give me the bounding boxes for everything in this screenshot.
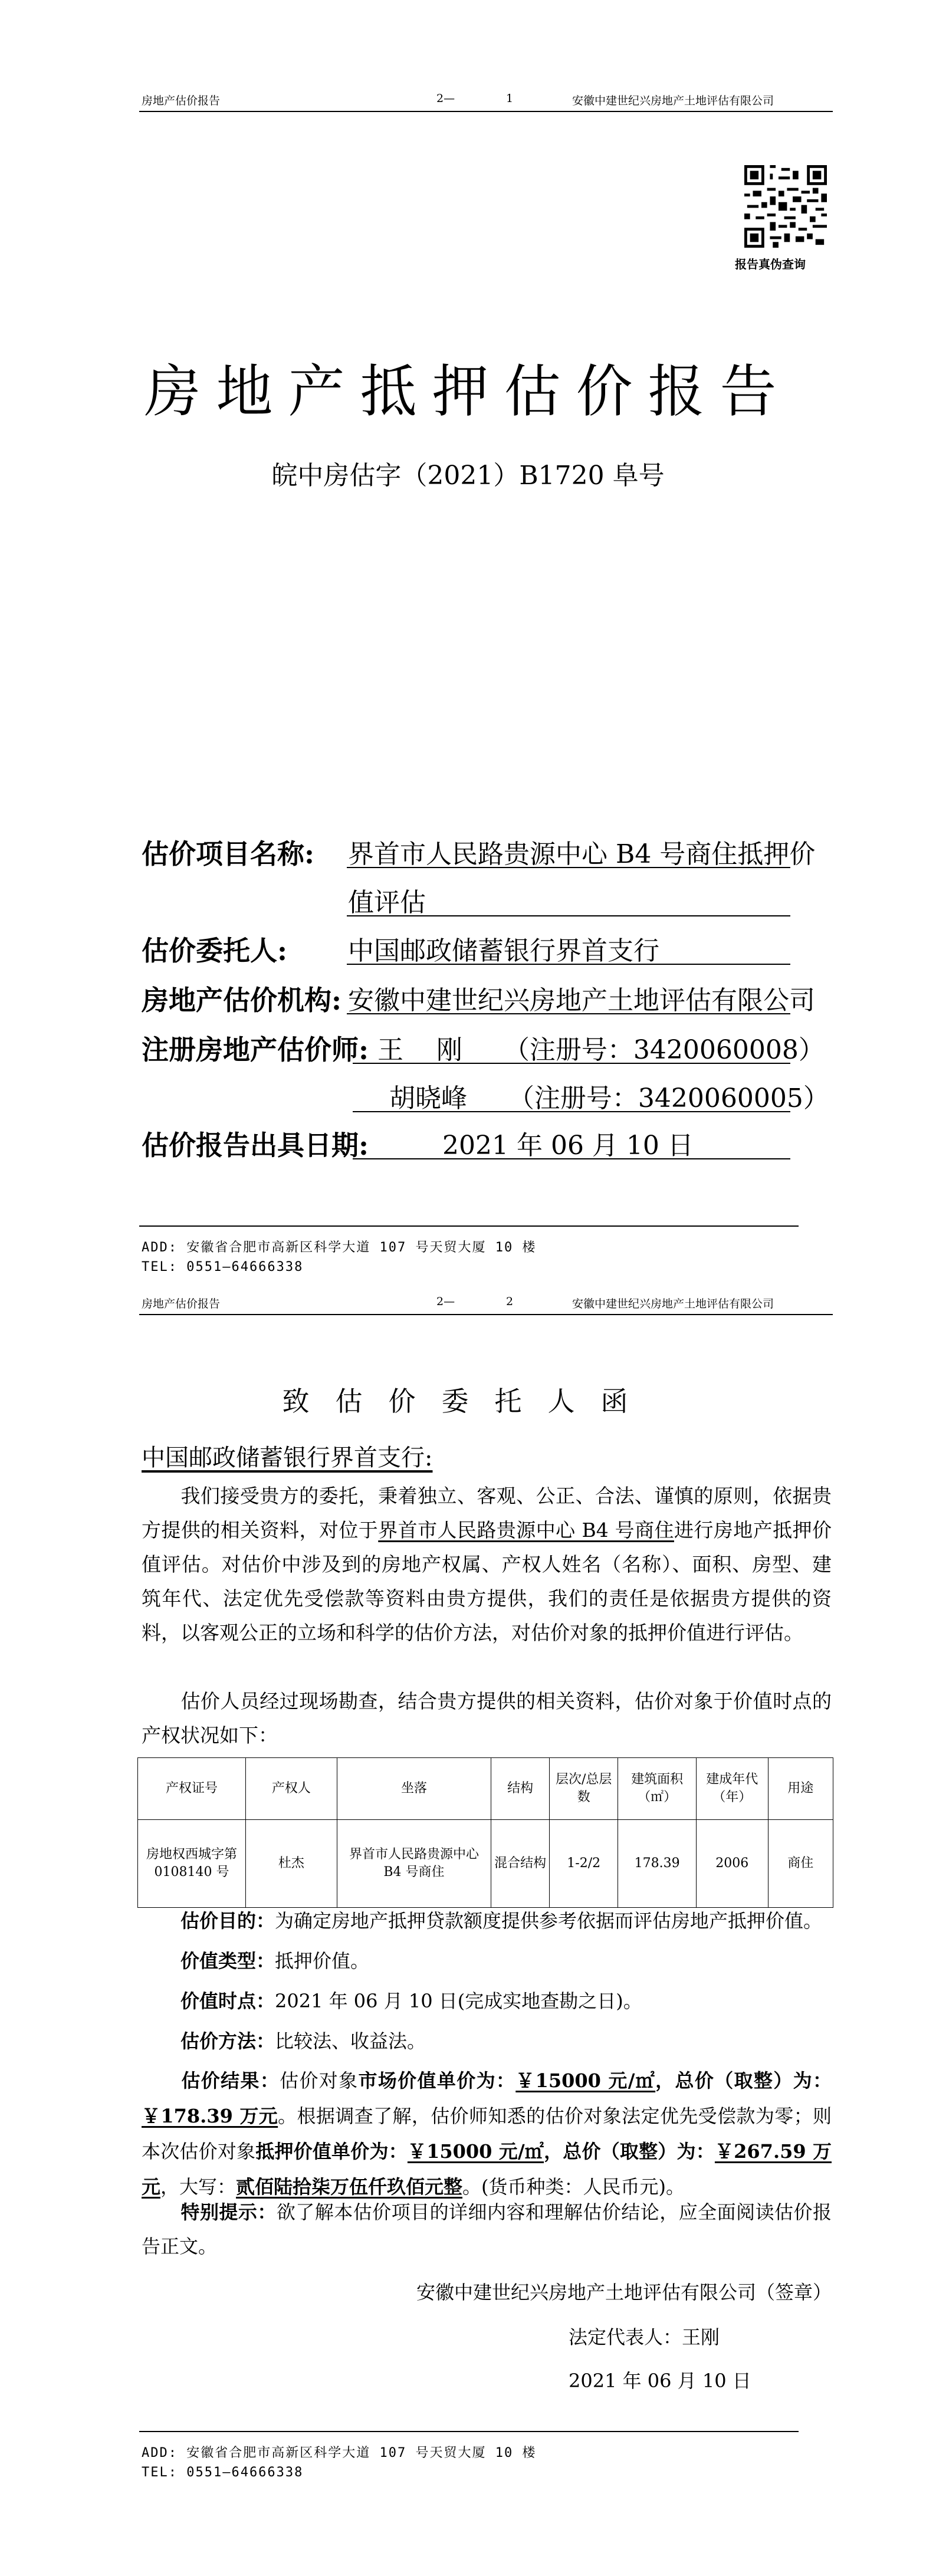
col-location: 坐落	[337, 1758, 491, 1820]
col-cert-number: 产权证号	[138, 1758, 246, 1820]
value-type-label: 价值类型：	[180, 1950, 275, 1972]
result-text-2: 。根据调查了解，估价师知悉的估价对象法定优先受偿款为零；则本次估价对象	[142, 2105, 832, 2163]
special-text: 欲了解本估价项目的详细内容和理解估价结论，应全面阅读估价报告正文。	[142, 2201, 832, 2258]
property-table	[137, 1757, 833, 1908]
date-value: 2021 年 06 月 10 日	[442, 1131, 694, 1161]
col-owner: 产权人	[245, 1758, 337, 1820]
project-underline	[347, 867, 790, 868]
cell-year: 2006	[696, 1820, 768, 1908]
cell-area: 178.39	[618, 1820, 697, 1908]
table-row	[138, 1820, 833, 1908]
col-usage: 用途	[768, 1758, 833, 1820]
footer-rule	[139, 1225, 799, 1227]
cell-location: 界首市人民路贵源中心 B4 号商住	[337, 1820, 491, 1908]
result-total-label: ，总价（取整）为：	[655, 2069, 832, 2092]
method-line	[180, 2026, 426, 2053]
purpose-line	[180, 1906, 822, 1933]
purpose-label: 估价目的：	[180, 1910, 275, 1932]
result-currency-note: 。(货币种类：人民币元)。	[462, 2176, 685, 2198]
cell-structure: 混合结构	[491, 1820, 549, 1908]
signature-date: 2021 年 06 月 10 日	[569, 2370, 751, 2392]
result-mortgage-label: 抵押价值单价为：	[255, 2140, 408, 2163]
header-page-prefix: 2—	[436, 1295, 455, 1308]
footer-tel: TEL: 0551—64666338	[142, 1260, 304, 1274]
qr-caption: 报告真伪查询	[735, 257, 806, 271]
p1-property-address: 界首市人民路贵源中心 B4 号商住	[378, 1519, 674, 1542]
report-number: 皖中房估字（2021）B1720 阜号	[271, 461, 665, 491]
signature-representative: 法定代表人：王刚	[569, 2326, 720, 2348]
appraiser-2: 胡晓峰 （注册号：3420060005）	[389, 1083, 829, 1113]
result-capital-amount: 贰佰陆拾柒万伍仟玖佰元整	[236, 2176, 463, 2198]
letter-paragraph-1	[142, 1479, 832, 1650]
addressee: 中国邮政储蓄银行界首支行:	[142, 1444, 433, 1471]
header-page-number: 1	[506, 92, 514, 105]
result-paragraph	[142, 2063, 832, 2204]
special-label: 特别提示：	[180, 2201, 277, 2223]
client-label: 估价委托人:	[142, 935, 287, 967]
result-capital-label: ，大写：	[160, 2176, 237, 2198]
p1-text-b: 进行房地产抵押价值评估。对估价中涉及到的房地产权属、产权人姓名（名称）、面积、房型、建筑年代、法定优先受偿款等资料由贵方提供，我们的责任是依据贵方提供的资料，以客观公正的立场和科学的估价方法，对估价对象的抵押价值进行评估。	[142, 1519, 832, 1644]
appraiser-1-underline	[353, 1063, 790, 1064]
client-value: 中国邮政储蓄银行界首支行	[348, 936, 659, 966]
footer-rule	[139, 2431, 799, 2432]
project-label: 估价项目名称:	[142, 838, 314, 870]
special-note	[142, 2195, 832, 2263]
project-underline-2	[347, 915, 790, 916]
client-underline	[347, 964, 790, 965]
appraiser-label: 注册房地产估价师:	[142, 1034, 369, 1066]
result-label: 估价结果：	[180, 2069, 280, 2092]
result-mortgage-unit-price: ￥15000 元/㎡	[407, 2140, 544, 2163]
result-mortgage-total: ￥267.59 万元	[142, 2140, 832, 2198]
footer-address: ADD: 安徽省合肥市高新区科学大道 107 号天贸大厦 10 楼	[142, 2446, 537, 2460]
appraiser-2-underline	[353, 1111, 790, 1112]
value-time-line	[180, 1986, 642, 2013]
letter-title: 致估价委托人函	[282, 1385, 654, 1417]
report-title: 房地产抵押估价报告	[144, 359, 792, 425]
result-market-label: 市场价值单价为：	[358, 2069, 516, 2092]
header-rule	[139, 111, 833, 112]
result-text-1: 估价对象	[280, 2069, 359, 2092]
result-market-unit-price: ￥15000 元/㎡	[515, 2069, 656, 2092]
p1-text-a: 我们接受贵方的委托，秉着独立、客观、公正、合法、谨慎的原则，依据贵方提供的相关资料，对位于	[142, 1484, 832, 1542]
letter-paragraph-2	[142, 1684, 832, 1753]
col-area: 建筑面积（㎡）	[618, 1758, 697, 1820]
value-time-value: 2021 年 06 月 10 日(完成实地查勘之日)。	[275, 1990, 642, 2012]
method-value: 比较法、收益法。	[275, 2030, 426, 2052]
date-label: 估价报告出具日期:	[142, 1129, 369, 1161]
cell-floors: 1-2/2	[550, 1820, 618, 1908]
p2-text: 估价人员经过现场勘查，结合贵方提供的相关资料，估价对象于价值时点的产权状况如下：	[142, 1690, 832, 1747]
signature-company: 安徽中建世纪兴房地产土地评估有限公司（签章）	[416, 2281, 832, 2304]
header-page-number: 2	[506, 1295, 514, 1308]
header-left: 房地产估价报告	[142, 94, 221, 107]
cell-cert-number: 房地权西城字第 0108140 号	[138, 1820, 246, 1908]
header-rule	[139, 1314, 833, 1315]
appraiser-1: 王 刚 （注册号：3420060008）	[377, 1035, 825, 1065]
agency-label: 房地产估价机构:	[142, 984, 341, 1016]
header-page-prefix: 2—	[436, 92, 455, 105]
qr-code-icon[interactable]	[744, 165, 827, 248]
footer-address: ADD: 安徽省合肥市高新区科学大道 107 号天贸大厦 10 楼	[142, 1240, 537, 1255]
project-value: 界首市人民路贵源中心 B4 号商住抵押价	[348, 839, 816, 869]
col-floors: 层次/总层数	[550, 1758, 618, 1820]
cell-owner: 杜杰	[245, 1820, 337, 1908]
table-header-row	[138, 1758, 833, 1820]
result-market-total: ￥178.39 万元	[142, 2105, 278, 2127]
agency-value: 安徽中建世纪兴房地产土地评估有限公司	[348, 985, 815, 1016]
header-left: 房地产估价报告	[142, 1297, 221, 1310]
value-type-value: 抵押价值。	[275, 1950, 370, 1972]
agency-underline	[347, 1013, 790, 1014]
cell-usage: 商住	[768, 1820, 833, 1908]
purpose-value: 为确定房地产抵押贷款额度提供参考依据而评估房地产抵押价值。	[275, 1910, 823, 1932]
col-structure: 结构	[491, 1758, 549, 1820]
value-type-line	[180, 1946, 369, 1973]
result-mortgage-total-label: ，总价（取整）为：	[544, 2140, 715, 2163]
date-underline	[353, 1158, 790, 1159]
method-label: 估价方法：	[180, 2030, 275, 2052]
header-right: 安徽中建世纪兴房地产土地评估有限公司	[572, 1297, 774, 1310]
project-value-line2: 值评估	[348, 888, 426, 918]
footer-tel: TEL: 0551—64666338	[142, 2465, 304, 2480]
header-right: 安徽中建世纪兴房地产土地评估有限公司	[572, 94, 774, 107]
col-year: 建成年代（年）	[696, 1758, 768, 1820]
value-time-label: 价值时点：	[180, 1990, 275, 2012]
